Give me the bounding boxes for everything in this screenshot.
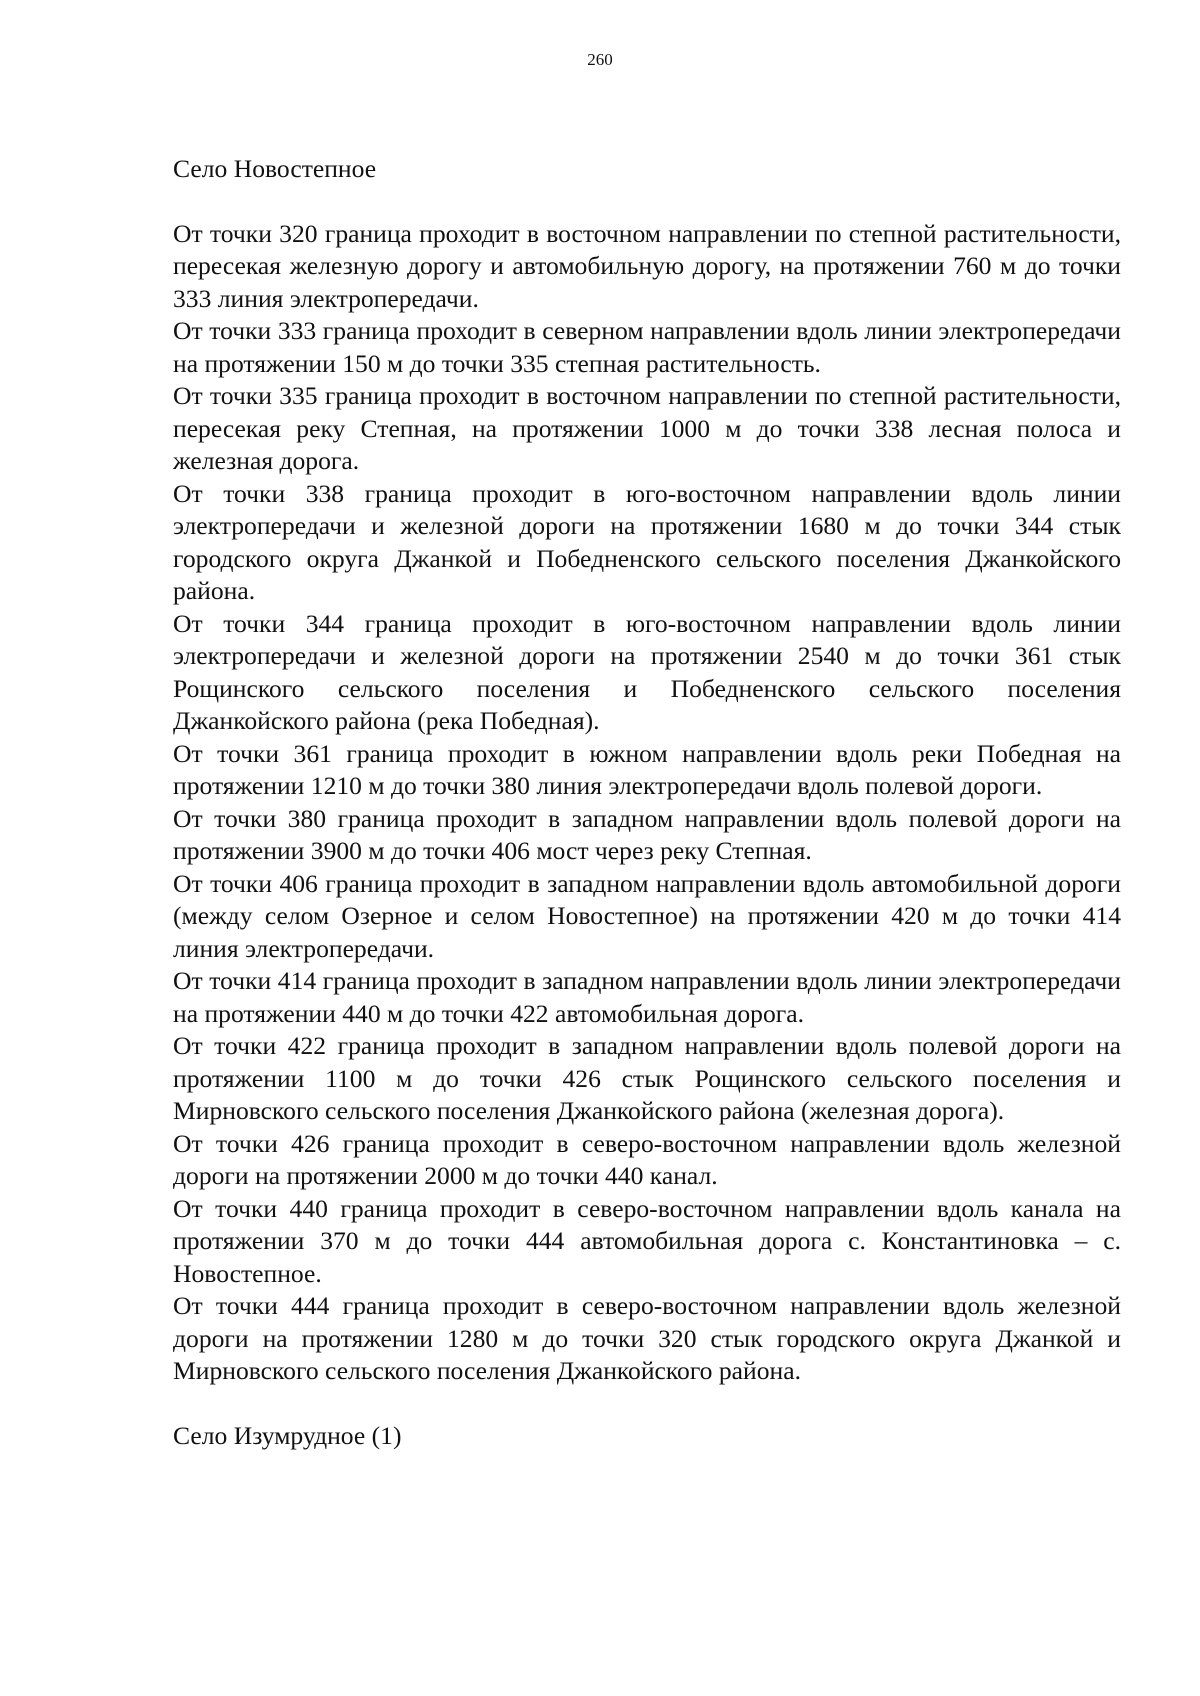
paragraph: От точки 333 граница проходит в северном направлении вдоль линии электропередачи на протяжении 150 м до точки 335 степная растительность. — [173, 316, 1121, 378]
paragraph: От точки 426 граница проходит в северо-восточном направлении вдоль железной дороги на протяжении 2000 м до точки 440 канал. — [173, 1128, 1121, 1190]
paragraph: От точки 440 граница проходит в северо-восточном направлении вдоль канала на протяжении 370 м до точки 444 автомобильная дорога с. Константиновка – с. Новостепное. — [173, 1193, 1121, 1288]
paragraph: От точки 380 граница проходит в западном направлении вдоль полевой дороги на протяжении 3900 м до точки 406 мост через реку Степная. — [173, 803, 1121, 865]
document-body — [173, 153, 1121, 1452]
paragraph: От точки 320 граница проходит в восточном направлении по степной растительности, пересекая железную дорогу и автомобильную дорогу, на протяжении 760 м до точки 333 линия электропередачи. — [173, 218, 1121, 313]
paragraph: От точки 414 граница проходит в западном направлении вдоль линии электропередачи на протяжении 440 м до точки 422 автомобильная дорога. — [173, 966, 1121, 1028]
paragraph: От точки 338 граница проходит в юго-восточном направлении вдоль линии электропередачи и железной дороги на протяжении 1680 м до точки 344 стык городского округа Джанкой и Победненского сельского поселения Джанкойского района. — [173, 478, 1121, 605]
paragraph: От точки 344 граница проходит в юго-восточном направлении вдоль линии электропередачи и железной дороги на протяжении 2540 м до точки 361 стык Рощинского сельского поселения и Победненского сельского поселения Джанкойского района (река Победная). — [173, 608, 1121, 735]
section-title: Село Изумрудное (1) — [173, 1420, 402, 1450]
paragraph: От точки 444 граница проходит в северо-восточном направлении вдоль железной дороги на протяжении 1280 м до точки 320 стык городского округа Джанкой и Мирновского сельского поселения Джанкойского района. — [173, 1291, 1121, 1385]
paragraph: От точки 335 граница проходит в восточном направлении по степной растительности, пересекая реку Степная, на протяжении 1000 м до точки 338 лесная полоса и железная дорога. — [173, 381, 1121, 475]
section-title: Село Новостепное — [173, 154, 377, 183]
paragraph: От точки 406 граница проходит в западном направлении вдоль автомобильной дороги (между селом Озерное и селом Новостепное) на протяжении 420 м до точки 414 линия электропередачи. — [173, 868, 1121, 963]
paragraph: От точки 361 граница проходит в южном направлении вдоль реки Победная на протяжении 1210 м до точки 380 линия электропередачи вдоль полевой дороги. — [173, 738, 1121, 800]
page-number: 260 — [587, 50, 613, 69]
paragraph: От точки 422 граница проходит в западном направлении вдоль полевой дороги на протяжении 1100 м до точки 426 стык Рощинского сельского поселения и Мирновского сельского поселения Джанкойского района (железная дорога). — [173, 1031, 1121, 1125]
